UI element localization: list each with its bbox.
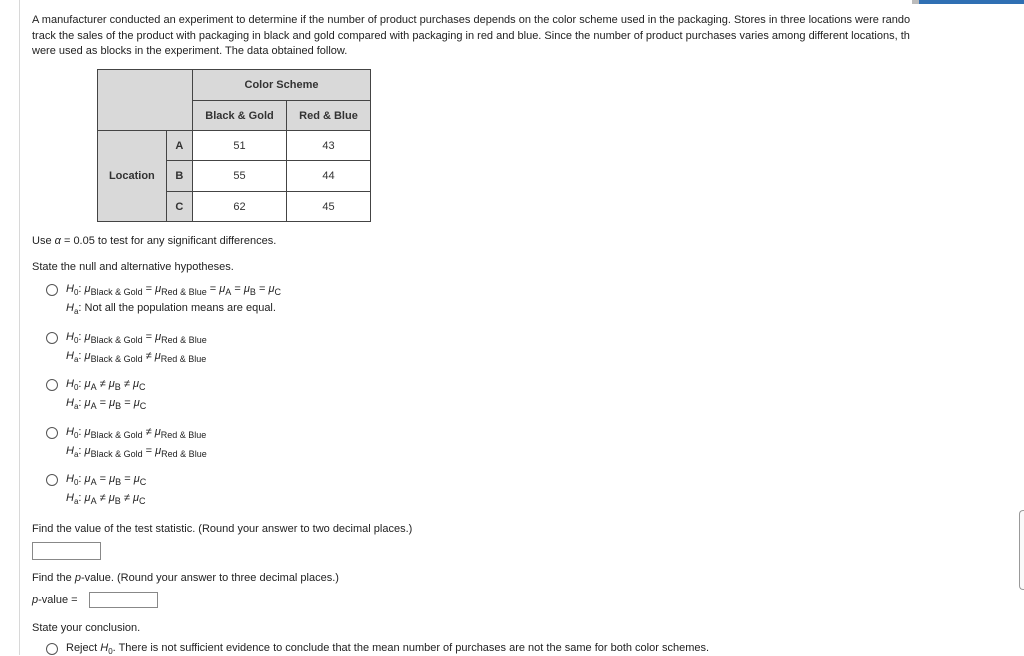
- conclusion-prompt: State your conclusion.: [32, 622, 141, 634]
- radio-option-3[interactable]: [46, 379, 58, 391]
- cell-b-black-gold: 55: [193, 161, 287, 192]
- cell-a-red-blue: 43: [287, 131, 371, 161]
- option-3-ha: $H_a$: $\mu_A = \mu_B = \mu_C$: [66, 397, 147, 411]
- radio-conclusion-1[interactable]: [46, 643, 58, 655]
- intro-line-2: track the sales of the product with packaging in black and gold compared with packaging in red and blue. Since the number of product purchases varies among different locations, th: [32, 29, 910, 42]
- alpha-instruction: Use α = 0.05 to test for any significant differences.: [32, 235, 277, 247]
- data-table: [97, 69, 371, 222]
- p-value-input[interactable]: [89, 592, 158, 608]
- option-4-ha: $H_a$: $\mu_{Black \& Gold} = \mu_{Red \& Blue}$: [66, 445, 207, 459]
- top-toolbar-widget[interactable]: [912, 0, 1024, 4]
- test-statistic-prompt: Find the value of the test statistic. (Round your answer to two decimal places.): [32, 523, 413, 535]
- color-scheme-header: Color Scheme: [193, 70, 371, 101]
- test-statistic-input[interactable]: [32, 542, 101, 560]
- cell-b-red-blue: 44: [287, 161, 371, 192]
- radio-option-2[interactable]: [46, 332, 58, 344]
- intro-line-3: were used as blocks in the experiment. The data obtained follow.: [32, 45, 348, 57]
- p-value-label: p-value =: [32, 594, 78, 606]
- p-value-prompt: Find the p-value. (Round your answer to three decimal places.): [32, 572, 339, 584]
- cell-c-red-blue: 45: [287, 192, 371, 222]
- intro-text: [32, 13, 1024, 60]
- hypotheses-prompt: State the null and alternative hypotheses.: [32, 261, 234, 273]
- option-2-h0: $H_0$: $\mu_{Black \& Gold} = \mu_{Red \& Blue}$: [66, 331, 207, 345]
- cell-a-black-gold: 51: [193, 131, 287, 161]
- conclusion-option-1-text: Reject $H_0$. There is not sufficient evidence to conclude that the mean number of purchases are not the same for both color schemes.: [66, 642, 710, 656]
- side-scroll-handle[interactable]: [1019, 510, 1024, 590]
- option-1-h0: $H_0$: $\mu_{Black \& Gold} = \mu_{Red \& Blue} = \mu_A = \mu_B = \mu_C$: [66, 283, 281, 297]
- intro-line-1: A manufacturer conducted an experiment to determine if the number of product purchases depends on the color scheme used in the packaging. Stores in three locations were rando: [32, 14, 911, 26]
- option-5-h0: $H_0$: $\mu_A = \mu_B = \mu_C$: [66, 473, 147, 487]
- col-header-black-gold: Black & Gold: [193, 101, 287, 131]
- left-border: [19, 0, 20, 655]
- radio-option-5[interactable]: [46, 474, 58, 486]
- option-4-h0: $H_0$: $\mu_{Black \& Gold} \ne \mu_{Red \& Blue}$: [66, 426, 207, 440]
- col-header-red-blue: Red & Blue: [287, 101, 371, 131]
- option-1-ha: $H_a$: Not all the population means are equal.: [66, 302, 276, 316]
- option-2-ha: $H_a$: $\mu_{Black \& Gold} \ne \mu_{Red \& Blue}$: [66, 350, 207, 364]
- option-5-ha: $H_a$: $\mu_A \ne \mu_B \ne \mu_C$: [66, 492, 146, 506]
- toolbar-cap: [912, 0, 919, 4]
- radio-option-1[interactable]: [46, 284, 58, 296]
- option-3-h0: $H_0$: $\mu_A \ne \mu_B \ne \mu_C$: [66, 378, 146, 392]
- question-body: [32, 13, 1024, 656]
- row-label-b: B: [166, 161, 192, 192]
- table-corner: [98, 70, 193, 131]
- row-label-c: C: [166, 192, 192, 222]
- radio-option-4[interactable]: [46, 427, 58, 439]
- cell-c-black-gold: 62: [193, 192, 287, 222]
- row-label-a: A: [166, 131, 192, 161]
- location-label: Location: [98, 131, 167, 222]
